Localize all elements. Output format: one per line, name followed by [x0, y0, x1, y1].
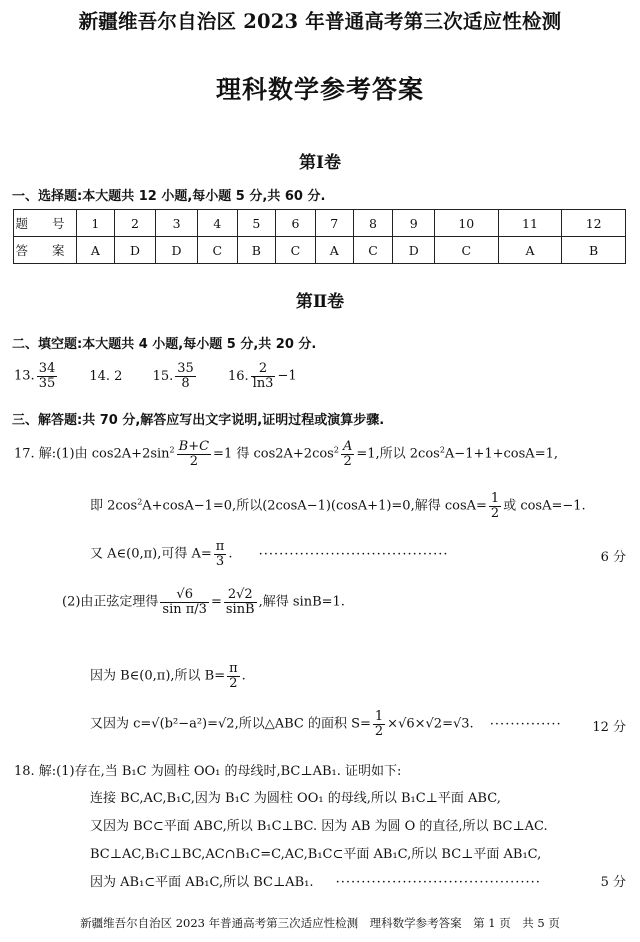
q18-line-3: 又因为 BC⊂平面 ABC,所以 B₁C⊥BC. 因为 AB 为圆 O 的直径,所以 BC⊥AC.: [90, 819, 548, 834]
volume-1-label: 第Ⅰ卷: [299, 153, 341, 173]
answer-cell: C: [353, 237, 393, 264]
answer-cell: C: [276, 237, 316, 264]
multiple-choice-heading: 一、选择题:本大题共 12 小题,每小题 5 分,共 60 分.: [12, 189, 326, 204]
score-label: 5 分: [600, 875, 626, 890]
fraction: $\frac{2}{\ln 3}$: [252, 361, 274, 391]
table-row: [14, 237, 626, 264]
q18-line-4: BC⊥AC,B₁C⊥BC,AC∩B₁C=C,AC,B₁C⊂平面 AB₁C,所以 BC⊥平面 AB₁C,: [90, 847, 542, 862]
table-row-label: 答 案: [14, 237, 77, 264]
dotted-leader: ··············: [489, 716, 562, 732]
answer-cell: B: [562, 237, 626, 264]
q17-line-1: 17. 解:(1)由 $\cos 2A+2\sin^2$ $\frac{B+C}{2}$ =1 得 $\cos 2A+2\cos^2$ $\frac{A}{2}$ =1,所以 $2\cos^2A-1+1+\cos A=1$,: [14, 439, 558, 469]
solution-heading: 三、解答题:共 70 分,解答应写出文字说明,证明过程或演算步骤.: [12, 413, 385, 428]
question-number: 9: [393, 210, 435, 237]
question-number: 5: [237, 210, 275, 237]
table-row: [14, 210, 626, 237]
question-number: 11: [498, 210, 562, 237]
table-row-label: 题 号: [14, 210, 77, 237]
exam-title: 新疆维吾尔自治区 2023 年普通高考第三次适应性检测: [78, 10, 562, 33]
answer-cell: A: [498, 237, 562, 264]
answer-cell: A: [77, 237, 115, 264]
score-label: 6 分: [600, 550, 626, 565]
answer-cell: D: [114, 237, 156, 264]
answer-cell: D: [393, 237, 435, 264]
question-number: 2: [114, 210, 156, 237]
dotted-leader: ·····································: [258, 546, 449, 562]
question-number: 12: [562, 210, 626, 237]
answer-cell: D: [156, 237, 198, 264]
answer-cell: A: [315, 237, 353, 264]
page-footer: 新疆维吾尔自治区 2023 年普通高考第三次适应性检测 理科数学参考答案 第 1 页 共 5 页: [80, 916, 560, 930]
answer-table: [13, 209, 626, 264]
volume-2-label: 第Ⅱ卷: [295, 292, 345, 312]
question-number: 6: [276, 210, 316, 237]
q17-line-4: (2)由正弦定理得 $\frac{√6}{\text{sin π/3}}$ = $\frac{2√2}{\sin B}$ ,解得 sinB=1.: [62, 587, 345, 617]
fraction: $\frac{34}{35}$: [38, 361, 56, 391]
fill-blank-heading: 二、填空题:本大题共 4 小题,每小题 5 分,共 20 分.: [12, 337, 317, 352]
question-number: 7: [315, 210, 353, 237]
answer-cell: C: [197, 237, 237, 264]
question-number: 4: [197, 210, 237, 237]
q17-line-5: 因为 B∈(0,π),所以 B= $\frac{\pi}{2}$ .: [90, 661, 246, 691]
document-title: 理科数学参考答案: [215, 75, 424, 104]
question-number: 1: [77, 210, 115, 237]
fill-blank-answers: 13. $\frac{34}{35}$ 14. 2 15. $\frac{35}{8}$ 16. $\frac{2}{\ln 3}$ −1: [14, 361, 297, 391]
fraction: $\frac{35}{8}$: [177, 361, 194, 391]
q17-line-2: 即 $2\cos^2A+\cos A-1=0$,所以(2cosA−1)(cosA+1)=0,解得 cosA= $\frac{1}{2}$ 或 cosA=−1.: [90, 491, 586, 521]
q17-line-6: 又因为 c=√(b²−a²)=√2,所以△ABC 的面积 S= $\frac{1}{2}$ ×√6×√2=√3. ··············: [90, 709, 562, 739]
dotted-leader: ········································: [335, 875, 541, 890]
q18-line-5: 因为 AB₁⊂平面 AB₁C,所以 BC⊥AB₁. ········································: [90, 875, 541, 890]
score-label: 12 分: [592, 720, 626, 735]
question-number: 8: [353, 210, 393, 237]
question-number: 10: [434, 210, 498, 237]
question-number: 3: [156, 210, 198, 237]
answer-cell: B: [237, 237, 275, 264]
q18-line-2: 连接 BC,AC,B₁C,因为 B₁C 为圆柱 OO₁ 的母线,所以 B₁C⊥平面 ABC,: [90, 791, 501, 806]
q17-line-3: 又 A∈(0,π),可得 A= $\frac{\pi}{3}$ . ·····································: [90, 539, 449, 569]
q18-line-1: 18. 解:(1)存在,当 B₁C 为圆柱 OO₁ 的母线时,BC⊥AB₁. 证明如下:: [14, 764, 402, 779]
answer-cell: C: [434, 237, 498, 264]
